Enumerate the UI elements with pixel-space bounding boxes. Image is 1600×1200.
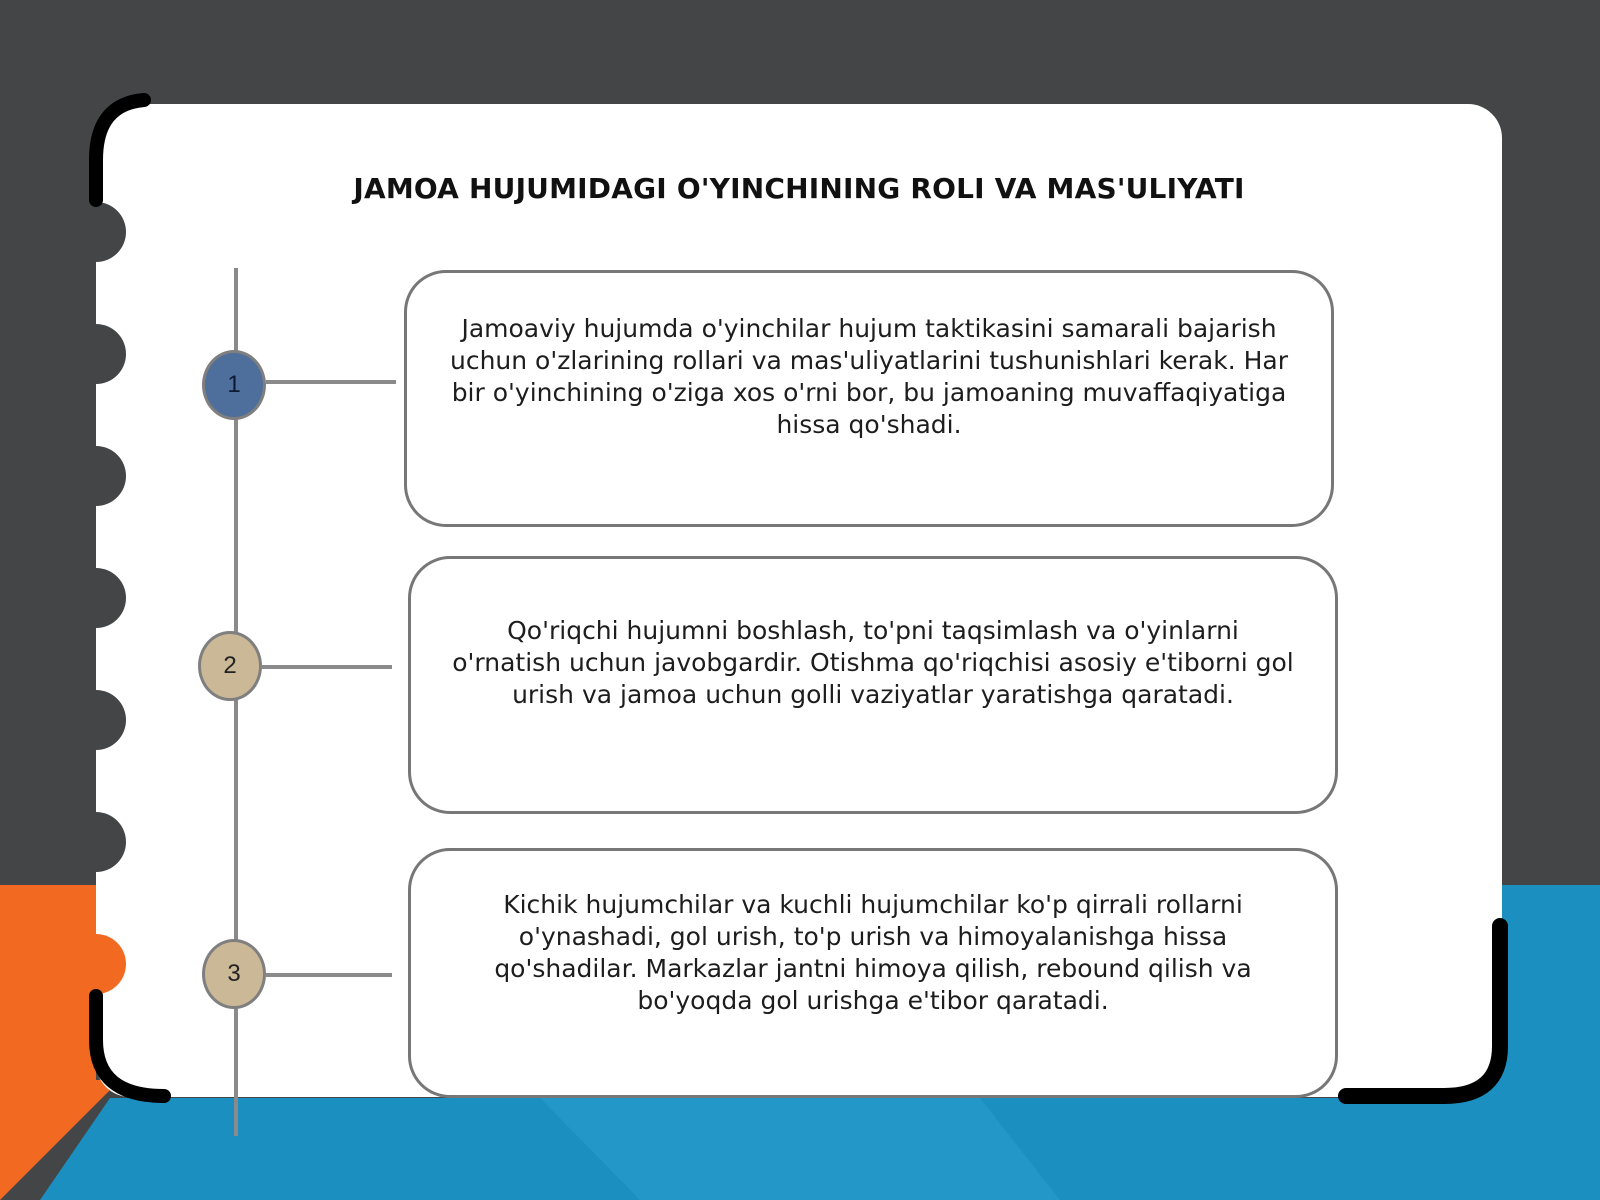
connector-3 bbox=[266, 973, 392, 977]
step-2-marker: 2 bbox=[198, 631, 262, 701]
notebook-hole bbox=[66, 568, 126, 628]
notebook-hole bbox=[66, 690, 126, 750]
notebook-hole bbox=[66, 324, 126, 384]
step-1-marker: 1 bbox=[202, 350, 266, 420]
corner-bracket-bottom-right bbox=[1346, 926, 1500, 1096]
notebook-hole bbox=[66, 202, 126, 262]
notebook-hole bbox=[66, 934, 126, 994]
corner-bracket-bottom-left bbox=[96, 996, 164, 1096]
step-1-card bbox=[404, 270, 1334, 527]
step-2-text: Qo'riqchi hujumni boshlash, to'pni taqsimlash va o'yinlarni o'rnatish uchun javobgardir. Otishma qo'riqchisi asosiy e'tiborni gol urish va jamoa uchun golli vaziyatlar yaratishga qaratadi. bbox=[452, 616, 1294, 709]
step-3-marker: 3 bbox=[202, 939, 266, 1009]
step-1-text: Jamoaviy hujumda o'yinchilar hujum taktikasini samarali bajarish uchun o'zlarining rollari va mas'uliyatlarini tushunishlari kerak. Har bir o'yinchining o'ziga xos o'rni bor, bu jamoaning muvaffaqiyatiga hissa qo'shadi. bbox=[449, 314, 1288, 439]
notebook-hole bbox=[66, 446, 126, 506]
step-2-card bbox=[408, 556, 1338, 814]
notebook-hole bbox=[66, 812, 126, 872]
connector-2 bbox=[262, 665, 392, 669]
step-3-card bbox=[408, 848, 1338, 1098]
page-title: JAMOA HUJUMIDAGI O'YINCHINING ROLI VA MAS'ULIYATI bbox=[353, 172, 1245, 205]
connector-1 bbox=[266, 380, 396, 384]
step-3-text: Kichik hujumchilar va kuchli hujumchilar ko'p qirrali rollarni o'ynashadi, gol urish, to'p urish va himoyalanishga hissa qo'shadilar. Markazlar jantni himoya qilish, rebound qilish va bo'yoqda gol urishga e'tibor qaratadi. bbox=[494, 890, 1252, 1015]
